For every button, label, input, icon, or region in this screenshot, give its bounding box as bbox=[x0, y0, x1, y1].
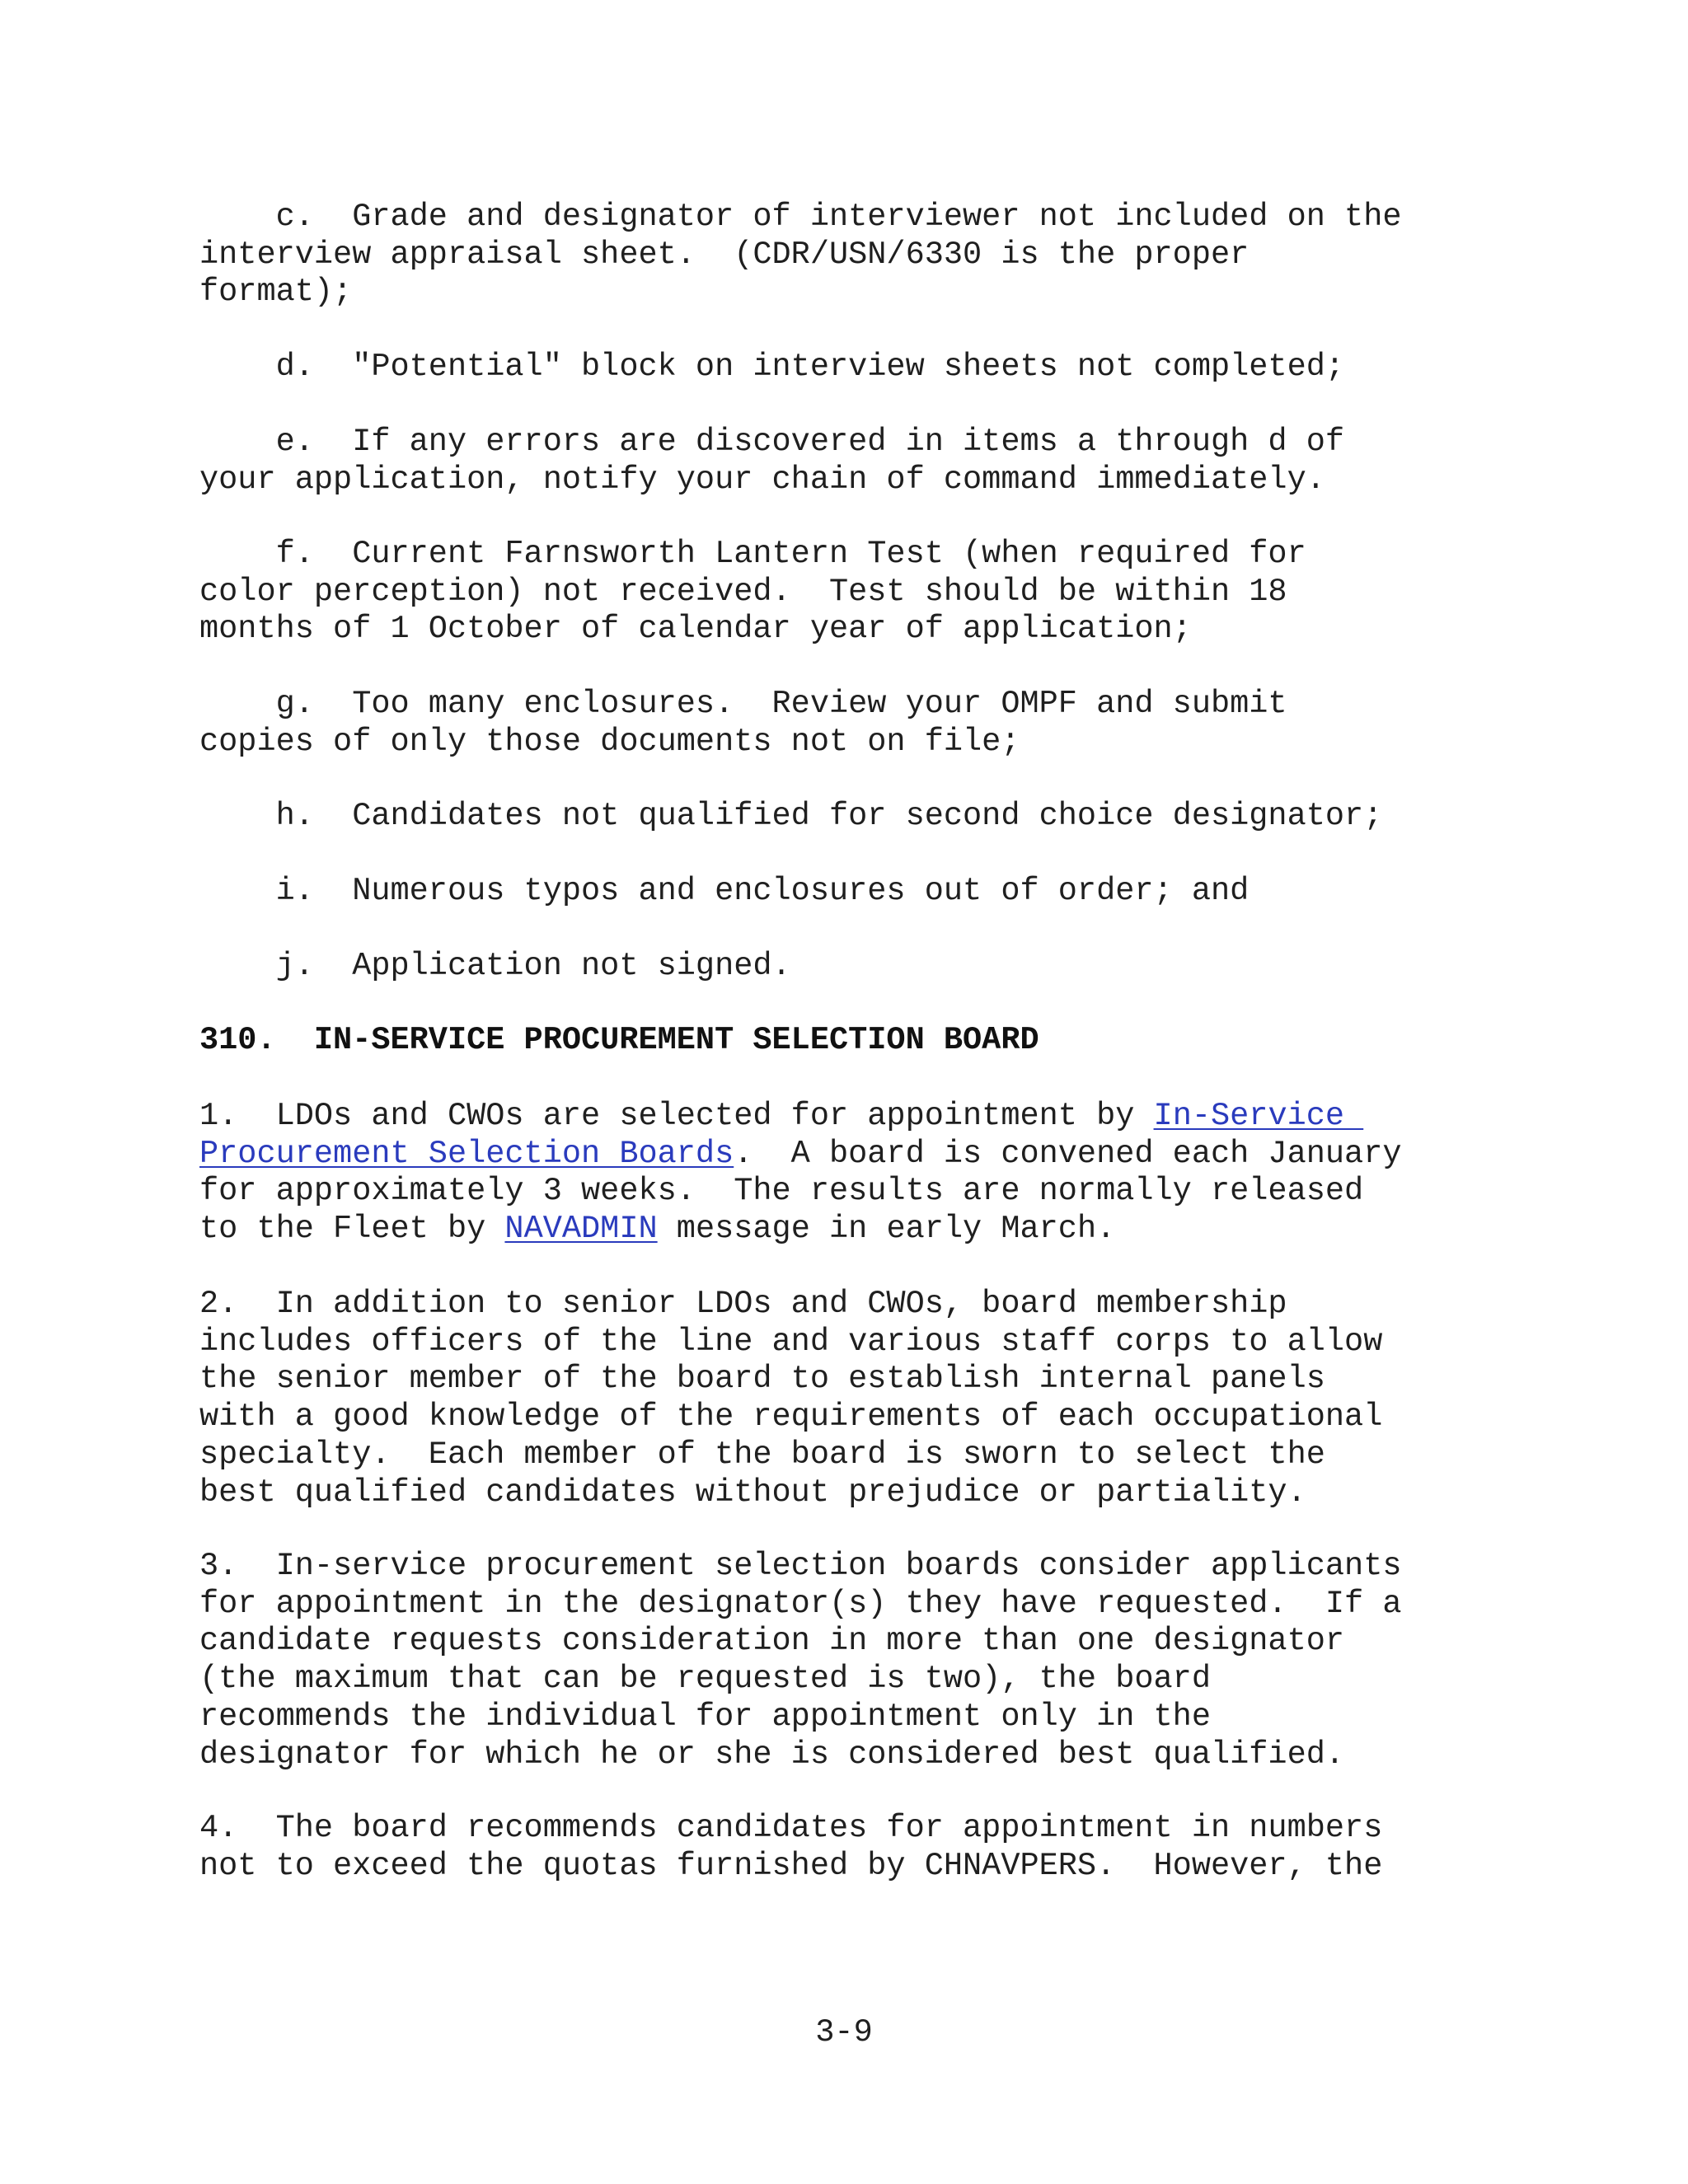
list-item-j bbox=[199, 948, 1584, 986]
paragraph-3 bbox=[199, 1548, 1584, 1774]
item-c-line-3: format); bbox=[199, 274, 353, 311]
paragraph-4 bbox=[199, 1810, 1584, 1885]
p2-line-2: includes officers of the line and various staff corps to allow bbox=[199, 1323, 1383, 1360]
item-f-line-2: color perception) not received. Test should be within 18 bbox=[199, 573, 1287, 610]
page-number: 3-9 bbox=[815, 2014, 873, 2050]
list-item-e bbox=[199, 424, 1584, 499]
p3-line-4: (the maximum that can be requested is two), the board bbox=[199, 1661, 1211, 1698]
paragraph-2 bbox=[199, 1286, 1584, 1511]
item-g-line-2: copies of only those documents not on file; bbox=[199, 723, 1020, 760]
p2-line-3: the senior member of the board to establish internal panels bbox=[199, 1361, 1325, 1398]
navadmin-link[interactable]: NAVADMIN bbox=[504, 1211, 658, 1248]
p1-line-3: for approximately 3 weeks. The results are normally released bbox=[199, 1173, 1364, 1210]
item-g-line-1: g. Too many enclosures. Review your OMPF and submit bbox=[199, 686, 1287, 722]
item-c-line-2: interview appraisal sheet. (CDR/USN/6330 is the proper bbox=[199, 236, 1250, 273]
p2-line-1: 2. In addition to senior LDOs and CWOs, board membership bbox=[199, 1286, 1287, 1322]
item-i-line-1: i. Numerous typos and enclosures out of order; and bbox=[199, 873, 1250, 909]
p4-line-1: 4. The board recommends candidates for appointment in numbers bbox=[199, 1810, 1383, 1846]
section-heading: 310. IN-SERVICE PROCUREMENT SELECTION BOARD bbox=[199, 1022, 1039, 1058]
in-service-procurement-selection-boards-link[interactable]: In-Service Procurement Selection Boards bbox=[199, 1098, 1364, 1172]
p3-line-5: recommends the individual for appointment only in the bbox=[199, 1698, 1211, 1735]
list-item-c bbox=[199, 199, 1584, 312]
p3-line-3: candidate requests consideration in more than one designator bbox=[199, 1623, 1345, 1660]
p1-line-4-start: to the Fleet by bbox=[199, 1211, 505, 1248]
list-item-g bbox=[199, 686, 1584, 761]
p1-line-4-end: message in early March. bbox=[657, 1211, 1116, 1248]
list-item-d bbox=[199, 349, 1584, 387]
item-e-line-2: your application, notify your chain of command immediately. bbox=[199, 461, 1325, 498]
p4-line-2: not to exceed the quotas furnished by CHNAVPERS. However, the bbox=[199, 1847, 1383, 1884]
item-d-line-1: d. "Potential" block on interview sheets not completed; bbox=[199, 349, 1345, 385]
item-e-line-1: e. If any errors are discovered in items a through d of bbox=[199, 424, 1345, 460]
p3-line-2: for appointment in the designator(s) they have requested. If a bbox=[199, 1585, 1402, 1622]
item-f-line-1: f. Current Farnsworth Lantern Test (when required for bbox=[199, 536, 1306, 572]
list-item-f bbox=[199, 536, 1584, 649]
item-h-line-1: h. Candidates not qualified for second choice designator; bbox=[199, 798, 1383, 834]
p1-text-continued: . A board is convened each January bbox=[734, 1135, 1402, 1172]
paragraph-1 bbox=[199, 1098, 1584, 1249]
list-item-i bbox=[199, 873, 1584, 911]
item-j-line-1: j. Application not signed. bbox=[199, 948, 791, 984]
p2-line-6: best qualified candidates without prejudice or partiality. bbox=[199, 1474, 1306, 1511]
p3-line-6: designator for which he or she is considered best qualified. bbox=[199, 1736, 1345, 1773]
p2-line-5: specialty. Each member of the board is sworn to select the bbox=[199, 1436, 1325, 1473]
item-c-line-1: c. Grade and designator of interviewer not included on the bbox=[199, 199, 1402, 235]
p2-line-4: with a good knowledge of the requirements of each occupational bbox=[199, 1399, 1383, 1436]
item-f-line-3: months of 1 October of calendar year of application; bbox=[199, 611, 1192, 648]
list-item-h bbox=[199, 798, 1584, 836]
p3-line-1: 3. In-service procurement selection boards consider applicants bbox=[199, 1548, 1402, 1584]
p1-text-start: 1. LDOs and CWOs are selected for appointment by bbox=[199, 1098, 1154, 1134]
